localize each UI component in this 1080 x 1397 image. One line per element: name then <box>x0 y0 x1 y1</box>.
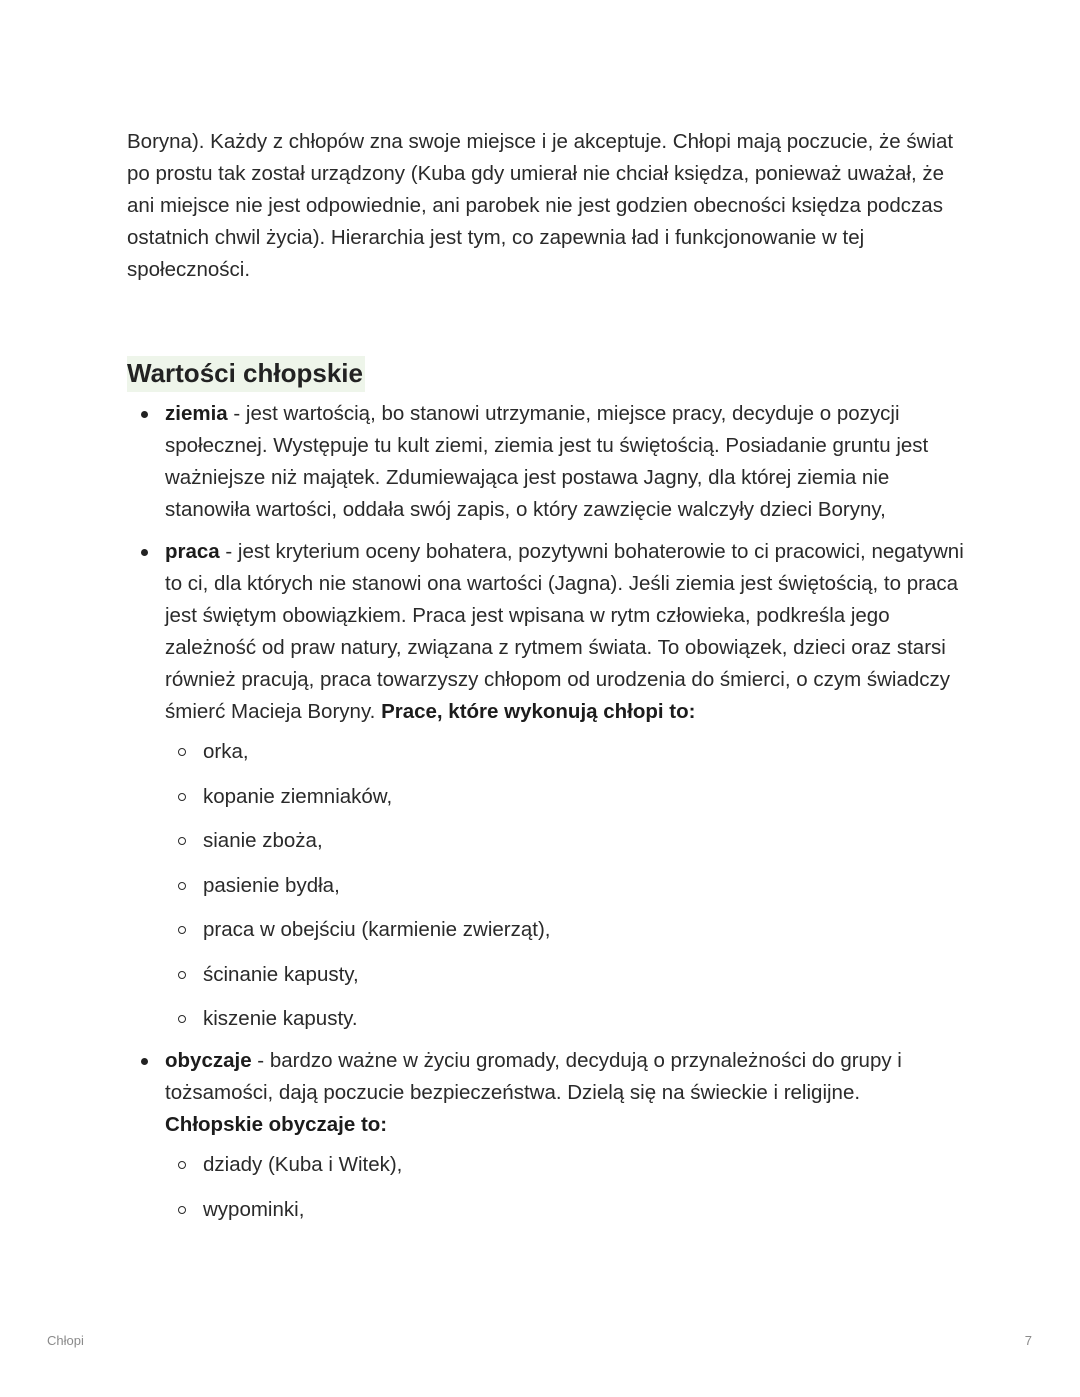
sub-item-text: wypominki, <box>203 1197 305 1221</box>
sub-list-item <box>165 870 967 902</box>
item-text: - jest kryterium oceny bohatera, pozytywni bohaterowie to ci pracowici, negatywni to ci, dla których nie stanowi ona wartości (Jagna). Jeśli ziemia jest świętością, to praca jest świętym obowiązkiem. Praca jest wpisana w rytm człowieka, podkreśla jego zależność od praw natury, związana z rytmem świata. To obowiązek, dzieci oraz starsi również pracują, praca towarzyszy chłopom od urodzenia do śmierci, o czym świadczy śmierć Macieja Boryny. <box>165 540 964 723</box>
sub-item-text: kiszenie kapusty. <box>203 1007 358 1030</box>
footer-document-title: Chłopi <box>47 1333 84 1348</box>
list-item <box>127 398 967 526</box>
sub-list-item <box>165 825 967 857</box>
sub-item-text: kopanie ziemniaków, <box>203 784 393 808</box>
sub-item-text: ścinanie kapusty, <box>203 962 359 986</box>
item-term: obyczaje <box>165 1049 252 1072</box>
intro-paragraph: Boryna). Każdy z chłopów zna swoje miejsce i je akceptuje. Chłopi mają poczucie, że świat po prostu tak został urządzony (Kuba gdy umierał nie chciał księdza, ponieważ uważał, że ani miejsce nie jest odpowiednie, ani parobek nie jest godzien obecności księdza podczas ostatnich chwil życia). Hierarchia jest tym, co zapewnia ład i funkcjonowanie w tej społeczności. <box>127 130 954 281</box>
sub-list <box>165 1149 967 1226</box>
bullet-icon <box>141 411 148 418</box>
circle-bullet-icon <box>178 926 186 934</box>
page-content <box>127 126 967 1236</box>
circle-bullet-icon <box>178 1161 186 1169</box>
bullet-icon <box>141 1058 148 1065</box>
sub-list-item <box>165 1194 967 1226</box>
sub-list-item <box>165 1003 967 1035</box>
sub-item-text: pasienie bydła, <box>203 873 340 897</box>
section-heading: Wartości chłopskie <box>127 356 365 392</box>
circle-bullet-icon <box>178 971 186 979</box>
sub-list <box>165 736 967 1035</box>
circle-bullet-icon <box>178 882 186 890</box>
item-term: ziemia <box>165 402 228 425</box>
item-strong-tail: Chłopskie obyczaje to: <box>165 1113 388 1136</box>
sub-item-text: sianie zboża, <box>203 829 323 852</box>
sub-list-item <box>165 736 967 768</box>
circle-bullet-icon <box>178 837 186 845</box>
item-strong-tail: Prace, które wykonują chłopi to: <box>381 700 696 723</box>
sub-list-item <box>165 959 967 991</box>
circle-bullet-icon <box>178 793 186 801</box>
circle-bullet-icon <box>178 748 186 756</box>
list-item <box>127 536 967 1035</box>
values-list <box>127 398 967 1226</box>
bullet-icon <box>141 549 148 556</box>
sub-list-item <box>165 1149 967 1181</box>
item-text: - bardzo ważne w życiu gromady, decydują o przynależności do grupy i tożsamości, dają poczucie bezpieczeństwa. Dzielą się na świeckie i religijne. <box>165 1049 902 1104</box>
sub-item-text: praca w obejściu (karmienie zwierząt), <box>203 918 551 941</box>
sub-item-text: orka, <box>203 740 249 763</box>
sub-item-text: dziady (Kuba i Witek), <box>203 1153 403 1176</box>
item-term: praca <box>165 540 220 563</box>
sub-list-item <box>165 781 967 813</box>
circle-bullet-icon <box>178 1206 186 1214</box>
sub-list-item <box>165 914 967 946</box>
circle-bullet-icon <box>178 1015 186 1023</box>
item-text: - jest wartością, bo stanowi utrzymanie, miejsce pracy, decyduje o pozycji społecznej. Występuje tu kult ziemi, ziemia jest tu świętością. Posiadanie gruntu jest ważniejsze niż majątek. Zdumiewająca jest postawa Jagny, dla której ziemia nie stanowiła wartości, oddała swój zapis, o który zawzięcie walczyły dzieci Boryny, <box>165 402 929 521</box>
list-item <box>127 1045 967 1226</box>
footer-page-number: 7 <box>1024 1333 1032 1348</box>
